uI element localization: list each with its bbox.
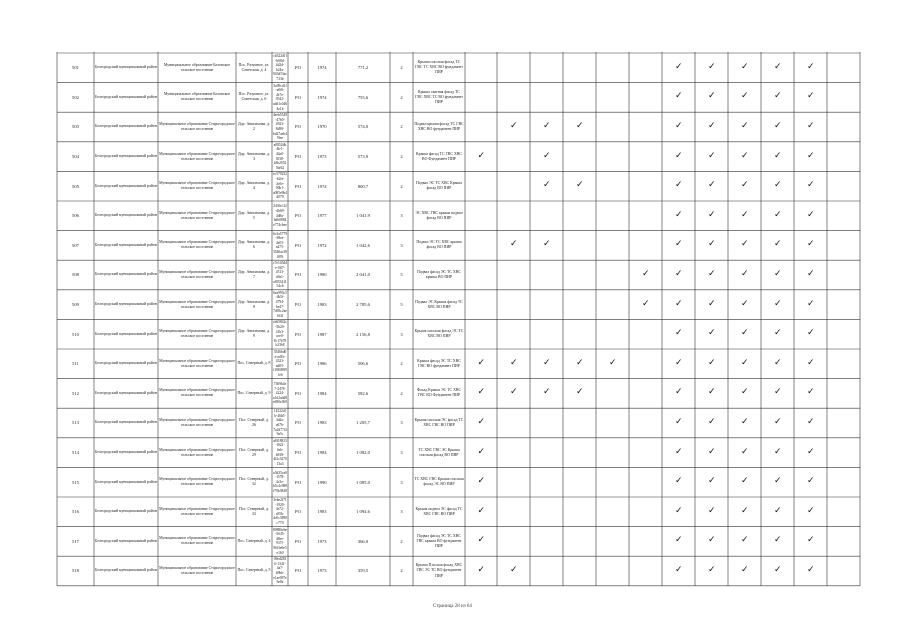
check-mark-icon: ✓	[477, 535, 486, 546]
form-cell: РО	[295, 390, 301, 396]
check-mark-icon: ✓	[477, 565, 486, 575]
works-cell: Подвал крыша фасад ТС ГВС ХВС ВО фундамент ПИР	[414, 121, 464, 131]
check-mark-icon: ✓	[675, 239, 683, 250]
form-cell: РО	[295, 183, 301, 189]
check-mark-icon: ✓	[741, 121, 749, 131]
owner-cell: Муниципальное образование Старогородское сельское поселение	[159, 388, 235, 398]
check-mark-icon: ✓	[510, 121, 518, 131]
check-mark-icon: ✓	[708, 239, 716, 250]
year-cell: 1973	[317, 538, 327, 544]
object-id-cell: 14522c0b-46b5-4d2a-a67b-7a2d774f9a5c	[273, 409, 287, 437]
year-cell: 1983	[317, 509, 327, 515]
object-id-cell: 09ed2836-1341-4a7-b9bb-e1ae097e6e8a	[273, 557, 287, 585]
object-id-cell: a8f18823-f022-4eb-b818-4f2c347013a3	[273, 438, 287, 466]
floors-cell: 3	[400, 420, 403, 426]
year-cell: 1984	[317, 390, 327, 396]
check-mark-icon: ✓	[807, 209, 815, 220]
check-mark-icon: ✓	[774, 298, 782, 309]
check-mark-icon: ✓	[741, 505, 749, 516]
owner-cell: Муниципальное образование Старогородское сельское поселение	[159, 210, 235, 220]
check-mark-icon: ✓	[774, 476, 782, 487]
area-cell: 506,6	[357, 361, 369, 367]
address-cell: Дор. Анисимова, д. 5	[237, 210, 271, 220]
check-mark-icon: ✓	[675, 298, 683, 309]
check-mark-icon: ✓	[807, 535, 815, 546]
owner-cell: Муниципальное образование Старогородское сельское поселение	[159, 329, 235, 339]
form-cell: РО	[295, 213, 301, 219]
check-mark-icon: ✓	[807, 476, 815, 487]
year-cell: 1977	[317, 213, 327, 219]
check-mark-icon: ✓	[675, 505, 683, 516]
check-mark-icon: ✓	[774, 150, 782, 161]
row-number: 517	[72, 538, 79, 544]
floors-cell: 2	[400, 124, 403, 130]
check-mark-icon: ✓	[741, 357, 749, 368]
check-mark-icon: ✓	[741, 298, 749, 309]
area-cell: 755,6	[357, 94, 369, 100]
year-cell: 1972	[317, 242, 327, 248]
form-cell: РО	[295, 94, 301, 100]
check-mark-icon: ✓	[675, 91, 683, 102]
check-mark-icon: ✓	[774, 565, 782, 575]
check-mark-icon: ✓	[741, 239, 749, 250]
address-cell: Пос. Разумное, ул. Советская, д. 4	[238, 62, 270, 72]
owner-cell: Муниципальное образование Старогородское сельское поселение	[159, 417, 235, 427]
works-cell: Подвал фасад ЭС ТС ХВС крыша ВО ПИР	[417, 269, 461, 279]
area-cell: 573,9	[357, 154, 369, 160]
check-mark-icon: ✓	[708, 328, 716, 339]
area-cell: 366,0	[357, 538, 369, 544]
district-cell: Белгородский муниципальный район	[95, 568, 157, 573]
owner-cell: Муниципальное образование Старогородское сельское поселение	[159, 240, 235, 250]
check-mark-icon: ✓	[477, 505, 486, 516]
check-mark-icon: ✓	[741, 387, 749, 398]
object-id-cell: 2436c1f2-4b69-4d8a-bd60884e774cbee	[273, 204, 287, 227]
check-mark-icon: ✓	[543, 239, 551, 250]
check-mark-icon: ✓	[708, 417, 716, 427]
year-cell: 1990	[317, 479, 327, 485]
row-number: 513	[72, 420, 79, 426]
form-cell: РО	[295, 568, 301, 574]
form-cell: РО	[295, 154, 301, 160]
check-mark-icon: ✓	[675, 446, 683, 457]
address-cell: Пос. Северный, д. 5	[237, 568, 271, 573]
row-number: 504	[72, 154, 79, 160]
check-mark-icon: ✓	[774, 328, 782, 339]
area-cell: 1 085,0	[356, 479, 370, 485]
check-mark-icon: ✓	[807, 269, 815, 279]
check-mark-icon: ✓	[774, 357, 782, 368]
form-cell: РО	[295, 538, 301, 544]
floors-cell: 3	[400, 509, 403, 515]
object-id-cell: a5d35ca0-f578-4c5e-b5c4c988f70b3848	[273, 470, 287, 494]
check-mark-icon: ✓	[741, 180, 749, 191]
form-cell: РО	[295, 509, 301, 515]
floors-cell: 3	[400, 242, 403, 248]
check-mark-icon: ✓	[741, 565, 749, 575]
check-mark-icon: ✓	[741, 61, 749, 72]
owner-cell: Муниципальное образование Старогородское сельское поселение	[159, 565, 235, 575]
row-number: 510	[72, 331, 79, 337]
address-cell: Дор. Анисимова, д. 2	[237, 121, 271, 131]
works-cell: ЭС ХВС ГВС крыша подвал фасад ВО ПИР	[415, 210, 463, 220]
check-mark-icon: ✓	[708, 476, 716, 487]
year-cell: 1973	[317, 568, 327, 574]
district-cell: Белгородский муниципальный район	[95, 479, 157, 484]
area-cell: 2 156,8	[356, 331, 370, 337]
address-cell: Дор. Анисимова, д. 6	[237, 240, 271, 250]
area-cell: 359,5	[357, 568, 369, 574]
row-number: 515	[72, 479, 79, 485]
owner-cell: Муниципальное образование Старогородское сельское поселение	[159, 477, 235, 487]
check-mark-icon: ✓	[774, 61, 782, 72]
floors-cell: 2	[400, 65, 403, 71]
district-cell: Белгородский муниципальный район	[95, 390, 157, 395]
check-mark-icon: ✓	[675, 357, 683, 368]
floors-cell: 2	[400, 390, 403, 396]
row-number: 514	[72, 450, 79, 456]
check-mark-icon: ✓	[642, 269, 650, 279]
check-mark-icon: ✓	[807, 565, 815, 575]
owner-cell: Муниципальное образование Старогородское сельское поселение	[159, 506, 235, 516]
address-cell: Дор. Анисимова, д. 8	[237, 299, 271, 309]
check-mark-icon: ✓	[477, 417, 486, 427]
object-id-cell: 3a09cd1f-a0f6-4e7e-9542-add1c0464e1b	[273, 83, 287, 111]
year-cell: 1974	[317, 65, 327, 71]
check-mark-icon: ✓	[741, 91, 749, 102]
works-cell: Крыша скатная фасад ТС ГВС ХВС ТС ВО фундамент ПИР	[415, 89, 463, 104]
year-cell: 1984	[317, 450, 327, 456]
district-cell: Белгородский муниципальный район	[95, 361, 157, 366]
check-mark-icon: ✓	[741, 535, 749, 546]
check-mark-icon: ✓	[675, 209, 683, 220]
owner-cell: Муниципальное образование Старогородское сельское поселение	[159, 299, 235, 309]
floors-cell: 3	[400, 450, 403, 456]
district-cell: Белгородский муниципальный район	[95, 450, 157, 455]
check-mark-icon: ✓	[708, 298, 716, 309]
check-mark-icon: ✓	[708, 180, 716, 191]
form-cell: РО	[295, 65, 301, 71]
row-number: 509	[72, 302, 79, 308]
owner-cell: Муниципальное образование Старогородское сельское поселение	[159, 447, 235, 457]
check-mark-icon: ✓	[741, 269, 749, 279]
check-mark-icon: ✓	[774, 209, 782, 220]
year-cell: 1974	[317, 94, 327, 100]
owner-cell: Муниципальное образование Старогородское сельское поселение	[159, 269, 235, 279]
row-number: 511	[72, 361, 79, 367]
check-mark-icon: ✓	[477, 357, 486, 368]
check-mark-icon: ✓	[510, 565, 518, 575]
object-id-cell: 80886ebe-5645-48ee-937f-96f3e6e5e160	[273, 527, 287, 555]
check-mark-icon: ✓	[543, 121, 551, 131]
form-cell: РО	[295, 124, 301, 130]
floors-cell: 3	[400, 479, 403, 485]
address-cell: Пос. Северный, д. 29	[238, 447, 270, 457]
check-mark-icon: ✓	[807, 91, 815, 102]
address-cell: Пос. Северный, д. 33	[238, 506, 270, 516]
area-cell: 1 205,7	[356, 420, 370, 426]
district-cell: Белгородский муниципальный район	[95, 509, 157, 514]
address-cell: Дор. Анисимова, д. 3	[237, 151, 271, 161]
owner-cell: Муниципальное образование Старогородское сельское поселение	[159, 536, 235, 546]
area-cell: 2 041,0	[356, 272, 370, 278]
address-cell: Пос. Северный, д. 4	[237, 538, 271, 543]
floors-cell: 2	[400, 154, 403, 160]
check-mark-icon: ✓	[675, 180, 683, 191]
row-number: 505	[72, 183, 79, 189]
year-cell: 1983	[317, 302, 327, 308]
check-mark-icon: ✓	[807, 505, 815, 516]
check-mark-icon: ✓	[675, 535, 683, 546]
address-cell: Пос. Разумное, ул. Советская, д. 6	[238, 92, 270, 102]
check-mark-icon: ✓	[510, 387, 518, 398]
area-cell: 2 785,6	[356, 302, 370, 308]
object-id-cell: cb522d1f-b08d-4d2d-b24a-943d53ac733b	[273, 54, 287, 81]
check-mark-icon: ✓	[807, 150, 815, 161]
check-mark-icon: ✓	[774, 446, 782, 457]
check-mark-icon: ✓	[576, 121, 584, 131]
object-id-cell: 4eeb5549-4760-4923-8d98-bd27aeb49fee	[273, 113, 287, 141]
district-cell: Белгородский муниципальный район	[95, 94, 157, 99]
district-cell: Белгородский муниципальный район	[95, 420, 157, 425]
area-cell: 582,6	[357, 390, 369, 396]
check-mark-icon: ✓	[741, 417, 749, 427]
check-mark-icon: ✓	[807, 121, 815, 131]
check-mark-icon: ✓	[774, 387, 782, 398]
check-mark-icon: ✓	[675, 417, 683, 427]
works-cell: Крыша подвал ЭС фасад ТС ХВС ГВС ВО ПИР	[415, 506, 463, 516]
check-mark-icon: ✓	[543, 150, 551, 161]
check-mark-icon: ✓	[741, 150, 749, 161]
works-cell: Подвал ЭС ТС ХВС крыша фасад ВО ПИР	[416, 240, 462, 250]
check-mark-icon: ✓	[774, 180, 782, 191]
area-cell: 1 082,0	[356, 450, 370, 456]
check-mark-icon: ✓	[675, 476, 683, 487]
check-mark-icon: ✓	[708, 91, 716, 102]
address-cell: Дор. Анисимова, д. 4	[237, 181, 271, 191]
district-cell: Белгородский муниципальный район	[95, 154, 157, 159]
check-mark-icon: ✓	[807, 417, 815, 427]
works-cell: Крыша плоская ЭС фасад ТС ХВС ГВС ВО ПИР	[414, 417, 464, 427]
form-cell: РО	[295, 331, 301, 337]
check-mark-icon: ✓	[543, 387, 551, 398]
object-id-cell: 7369b4e7-2478-4224-a1d2add8e690e369	[273, 381, 287, 405]
check-mark-icon: ✓	[543, 180, 551, 191]
check-mark-icon: ✓	[774, 535, 782, 546]
area-cell: 771,2	[357, 65, 369, 71]
works-cell: Крыша фасад ТС ГВС ХВС ВО Фундамент ПИР	[416, 151, 462, 161]
object-id-cell: a0852db4b-1-44a0-8f38-b3b20525bf62	[273, 142, 287, 170]
year-cell: 1986	[317, 361, 327, 367]
address-cell: Пос. Северный, д. 9	[237, 390, 271, 395]
check-mark-icon: ✓	[642, 298, 650, 309]
check-mark-icon: ✓	[510, 357, 518, 368]
district-cell: Белгородский муниципальный район	[95, 213, 157, 218]
check-mark-icon: ✓	[807, 239, 815, 250]
check-mark-icon: ✓	[609, 357, 617, 368]
year-cell: 1973	[317, 154, 327, 160]
row-number: 501	[72, 65, 79, 71]
district-cell: Белгородский муниципальный район	[95, 302, 157, 307]
district-cell: Белгородский муниципальный район	[95, 272, 157, 277]
check-mark-icon: ✓	[675, 150, 683, 161]
check-mark-icon: ✓	[576, 180, 584, 191]
floors-cell: 2	[400, 538, 403, 544]
check-mark-icon: ✓	[708, 446, 716, 457]
row-number: 502	[72, 94, 79, 100]
area-cell: 800,7	[357, 183, 369, 189]
check-mark-icon: ✓	[576, 357, 584, 368]
works-cell: Крыша фасад ЭС ТС ХВС ГВС ВО фундамент ПИР	[417, 358, 461, 368]
area-cell: 1 042,6	[356, 242, 370, 248]
check-mark-icon: ✓	[708, 269, 716, 279]
works-cell: Крыша Плоская фасад ХВС ГВС ЭС ТС ВО фундамент ПИР	[415, 563, 463, 578]
year-cell: 1987	[317, 331, 327, 337]
row-number: 508	[72, 272, 79, 278]
object-id-cell: ec579252-b2fe-4c0e-90b1-a085e9b4d079	[273, 172, 287, 200]
form-cell: РО	[295, 272, 301, 278]
check-mark-icon: ✓	[708, 150, 716, 161]
district-cell: Белгородский муниципальный район	[95, 242, 157, 247]
owner-cell: Муниципальное образование Беловское сельское поселение	[163, 62, 231, 72]
district-cell: Белгородский муниципальный район	[95, 183, 157, 188]
check-mark-icon: ✓	[774, 417, 782, 427]
check-mark-icon: ✓	[543, 357, 551, 368]
check-mark-icon: ✓	[708, 387, 716, 398]
address-cell: Дор. Анисимова, д. 9	[237, 329, 271, 339]
floors-cell: 5	[400, 272, 403, 278]
area-cell: 1 041,9	[356, 213, 370, 219]
works-cell: Подвал фасад ЭС ТС ХВС ГВС крыша ВО фундамент ПИР	[416, 533, 462, 548]
form-cell: РО	[295, 479, 301, 485]
check-mark-icon: ✓	[741, 476, 749, 487]
object-id-cell: 3546bd0a-ad1b-4323-ad05-f18849891e6	[273, 350, 287, 377]
works-cell: ТС ХВС ГВС Крыша плоская фасад ЭС ВО ПИР	[414, 477, 464, 487]
check-mark-icon: ✓	[675, 387, 683, 398]
check-mark-icon: ✓	[675, 61, 683, 72]
object-id-cell: 6ea993c5-4b5f-4794-be47-7d83c2ae6f4f	[273, 290, 287, 318]
check-mark-icon: ✓	[807, 328, 815, 339]
works-cell: Фасад Крыша ЭС ТС ХВС ГВС ВО Фундамент ПИР	[416, 388, 462, 398]
works-cell: Подвал ЭС Крыша фасад ТС ХВС ВО ПИР	[415, 299, 463, 309]
district-cell: Белгородский муниципальный район	[95, 331, 157, 336]
object-id-cell: c7e145d4e-0ff7-4513-a9a1-a8f5341154cb	[273, 261, 287, 289]
year-cell: 1980	[317, 272, 327, 278]
check-mark-icon: ✓	[807, 357, 815, 368]
object-id-cell: cb65842c-5b20-41b3-ace0-8c17b78b2368	[273, 320, 287, 348]
address-cell: Пос. Северный, д. 32	[238, 477, 270, 487]
check-mark-icon: ✓	[708, 61, 716, 72]
owner-cell: Муниципальное образование Старогородское сельское поселение	[159, 358, 235, 368]
check-mark-icon: ✓	[510, 239, 518, 250]
check-mark-icon: ✓	[477, 387, 486, 398]
check-mark-icon: ✓	[741, 328, 749, 339]
object-id-cell: 3ebe2f71-1920-4e72-a95b-4c0c3898c770	[273, 498, 287, 525]
check-mark-icon: ✓	[708, 505, 716, 516]
check-mark-icon: ✓	[708, 357, 716, 368]
district-cell: Белгородский муниципальный район	[95, 538, 157, 543]
floors-cell: 2	[400, 361, 403, 367]
floors-cell: 5	[400, 302, 403, 308]
address-cell: Дор. Анисимова, д. 7	[237, 269, 271, 279]
check-mark-icon: ✓	[675, 121, 683, 131]
row-number: 503	[72, 124, 79, 130]
check-mark-icon: ✓	[675, 565, 683, 575]
check-mark-icon: ✓	[774, 239, 782, 250]
row-number: 512	[72, 390, 79, 396]
row-number: 516	[72, 509, 79, 515]
check-mark-icon: ✓	[708, 565, 716, 575]
check-mark-icon: ✓	[807, 298, 815, 309]
form-cell: РО	[295, 361, 301, 367]
row-number: 518	[72, 568, 79, 574]
owner-cell: Муниципальное образование Старогородское сельское поселение	[159, 181, 235, 191]
check-mark-icon: ✓	[708, 209, 716, 220]
check-mark-icon: ✓	[741, 209, 749, 220]
works-cell: Подвал ЭС ТС ХВС Крыша фасад ВО ПИР	[415, 181, 462, 191]
check-mark-icon: ✓	[477, 150, 486, 161]
check-mark-icon: ✓	[576, 387, 584, 398]
owner-cell: Муниципальное образование Беловское сельское поселение	[163, 92, 231, 102]
works-cell: Крыша плоская фасад ЭС ТС ХВС ВО ПИР	[414, 329, 464, 339]
floors-cell: 3	[400, 213, 403, 219]
form-cell: РО	[295, 302, 301, 308]
check-mark-icon: ✓	[708, 121, 716, 131]
year-cell: 1974	[317, 183, 327, 189]
year-cell: 1970	[317, 124, 327, 130]
page-footer: Страница 28 из 64	[433, 604, 472, 609]
district-cell: Белгородский муниципальный район	[95, 65, 157, 70]
object-id-cell: 6c3a5779-69ee-4e03-a475-3546ac38f093	[273, 231, 287, 259]
check-mark-icon: ✓	[675, 269, 683, 279]
floors-cell: 3	[400, 331, 403, 337]
floors-cell: 2	[400, 183, 403, 189]
works-cell: ТС ХВС ГВС ЭС Крыша плоская фасад ВО ПИР	[418, 447, 460, 457]
row-number: 507	[72, 242, 79, 248]
check-mark-icon: ✓	[477, 476, 486, 487]
check-mark-icon: ✓	[807, 180, 815, 191]
check-mark-icon: ✓	[774, 505, 782, 516]
address-cell: Пос. Северный, д. 8	[237, 361, 271, 366]
form-cell: РО	[295, 450, 301, 456]
row-number: 506	[72, 213, 79, 219]
area-cell: 574,0	[357, 124, 369, 130]
check-mark-icon: ✓	[807, 387, 815, 398]
check-mark-icon: ✓	[774, 121, 782, 131]
owner-cell: Муниципальное образование Старогородское сельское поселение	[159, 151, 235, 161]
address-cell: Пос. Северный, д. 26	[238, 417, 270, 427]
check-mark-icon: ✓	[807, 446, 815, 457]
district-cell: Белгородский муниципальный район	[95, 124, 157, 129]
check-mark-icon: ✓	[708, 535, 716, 546]
check-mark-icon: ✓	[774, 91, 782, 102]
form-cell: РО	[295, 242, 301, 248]
works-cell: Крыша плоская фасад ТС ГВС ТС ХВС ВО фундамент ПИР	[415, 60, 463, 75]
floors-cell: 2	[400, 94, 403, 100]
owner-cell: Муниципальное образование Старогородское сельское поселение	[159, 121, 235, 131]
check-mark-icon: ✓	[741, 446, 749, 457]
form-cell: РО	[295, 420, 301, 426]
floors-cell: 2	[400, 568, 403, 574]
check-mark-icon: ✓	[477, 446, 486, 457]
area-cell: 1 094,6	[356, 509, 370, 515]
check-mark-icon: ✓	[774, 269, 782, 279]
check-mark-icon: ✓	[807, 61, 815, 72]
check-mark-icon: ✓	[675, 328, 683, 339]
year-cell: 1983	[317, 420, 327, 426]
